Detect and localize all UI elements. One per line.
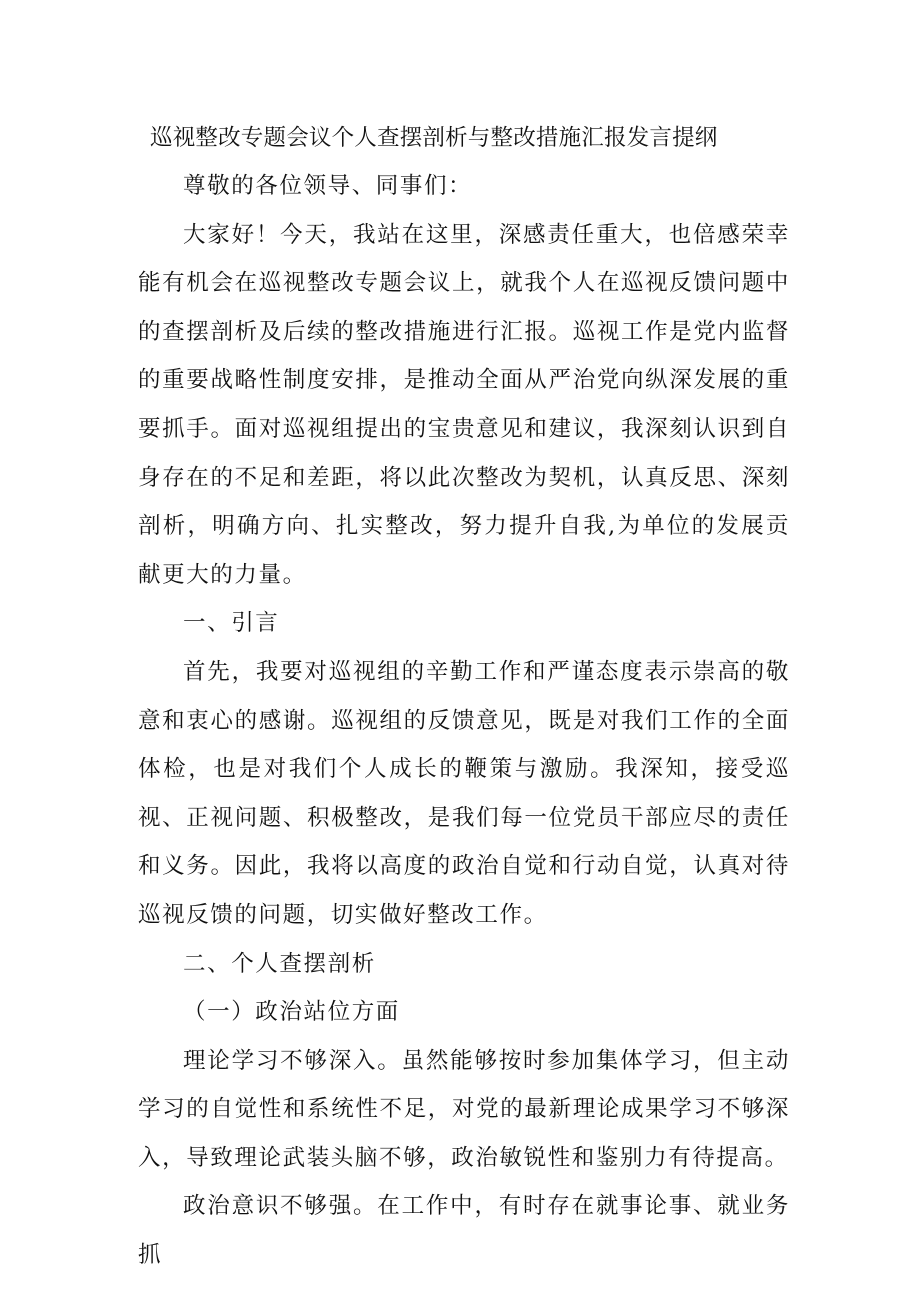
section-heading-introduction: 一、引言 — [183, 610, 280, 637]
section-heading-self-examination: 二、个人查摆剖析 — [183, 950, 376, 977]
political-stance-paragraph-2: 政治意识不够强。在工作中，有时存在就事论事、就业务抓 — [138, 1193, 790, 1269]
salutation: 尊敬的各位领导、同事们： — [183, 173, 473, 199]
document-body — [138, 162, 790, 1280]
introduction-paragraph: 首先，我要对巡视组的辛勤工作和严谨态度表示崇高的敬意和衷心的感谢。巡视组的反馈意见，既是对我们工作的全面体检，也是对我们个人成长的鞭策与激励。我深知，接受巡视、正视问题、积极整改，是我们每一位党员干部应尽的责任和义务。因此，我将以高度的政治自觉和行动自觉，认真对待巡视反馈的问题，切实做好整改工作。 — [138, 658, 790, 928]
subsection-heading-political-stance: （一）政治站位方面 — [183, 999, 400, 1026]
document-title: 巡视整改专题会议个人查摆剖析与整改措施汇报发言提纲 — [150, 125, 718, 151]
political-stance-paragraph-1: 理论学习不够深入。虽然能够按时参加集体学习，但主动学习的自觉性和系统性不足，对党的最新理论成果学习不够深入，导致理论武装头脑不够，政治敏锐性和鉴别力有待提高。 — [138, 1047, 790, 1171]
opening-paragraph: 大家好！今天，我站在这里，深感责任重大，也倍感荣幸能有机会在巡视整改专题会议上，就我个人在巡视反馈问题中的查摆剖析及后续的整改措施进行汇报。巡视工作是党内监督的重要战略性制度安排，是推动全面从严治党向纵深发展的重要抓手。面对巡视组提出的宝贵意见和建议，我深刻认识到自身存在的不足和差距，将以此次整改为契机，认真反思、深刻剖析，明确方向、扎实整改，努力提升自我,为单位的发展贡献更大的力量。 — [138, 221, 790, 588]
